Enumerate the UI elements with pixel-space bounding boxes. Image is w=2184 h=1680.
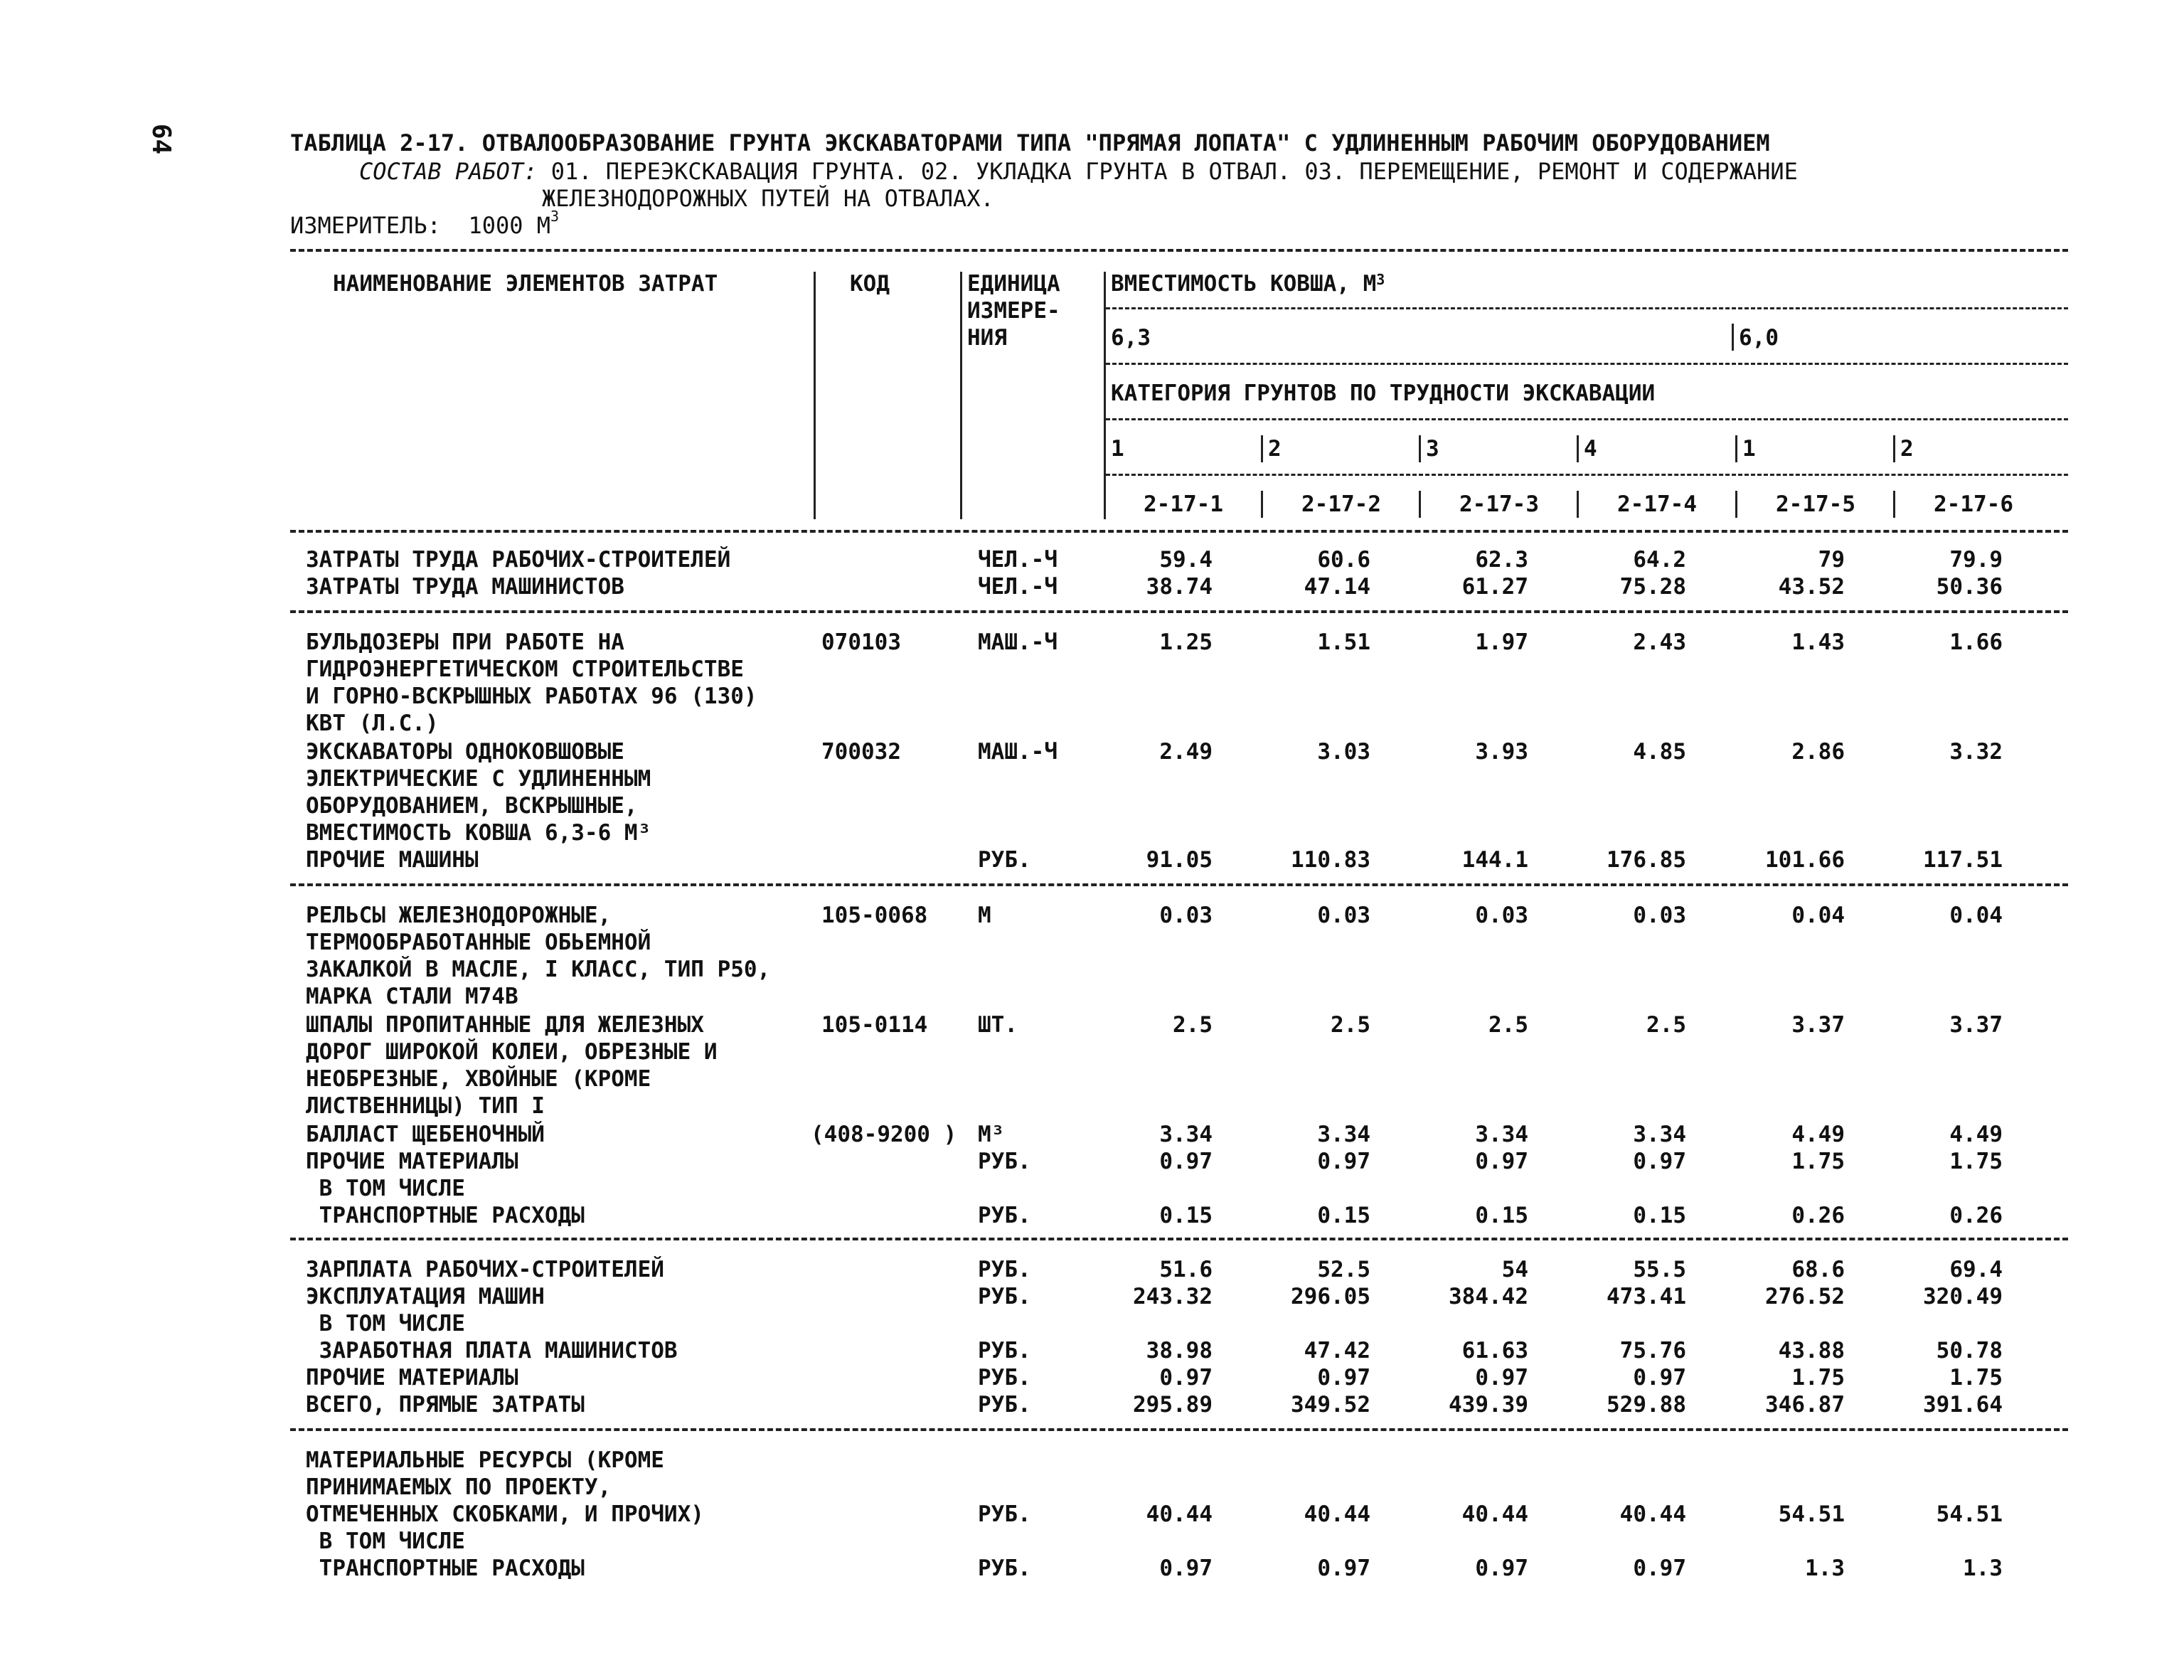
row-value: 320.49: [1923, 1284, 2003, 1309]
row-code: 105-0114: [821, 1012, 928, 1038]
row-value: 1.75: [1949, 1365, 2003, 1391]
category-4: 4: [1584, 436, 1597, 462]
header-rule-c: [1106, 418, 2068, 420]
col-bar-3: [1104, 272, 1106, 519]
row-value: 2.5: [1173, 1012, 1213, 1038]
row-label: ЭЛЕКТРИЧЕСКИЕ С УДЛИНЕННЫМ: [306, 766, 651, 792]
row-label: ТРАНСПОРТНЫЕ РАСХОДЫ: [306, 1556, 585, 1581]
row-label: МАТЕРИАЛЬНЫЕ РЕСУРСЫ (КРОМЕ: [306, 1447, 664, 1473]
cat-bar-2: [1261, 435, 1263, 462]
page-number: 64: [147, 123, 176, 155]
column-code-3: 2-17-3: [1459, 491, 1539, 517]
row-value: 55.5: [1633, 1257, 1686, 1282]
row-value: 62.3: [1475, 547, 1528, 573]
row-value: 3.34: [1475, 1122, 1528, 1147]
row-label: ЗАТРАТЫ ТРУДА РАБОЧИХ-СТРОИТЕЛЕЙ: [306, 547, 731, 573]
work-line-2: ЖЕЛЕЗНОДОРОЖНЫХ ПУТЕЙ НА ОТВАЛАХ.: [542, 185, 994, 212]
row-value: 1.43: [1791, 629, 1845, 655]
row-label: В ТОМ ЧИСЛЕ: [306, 1176, 465, 1201]
col-bar-1: [814, 272, 816, 519]
row-value: 0.15: [1159, 1203, 1213, 1228]
measure-unit: [290, 208, 560, 239]
row-value: 50.78: [1936, 1338, 2003, 1363]
row-value: 529.88: [1607, 1392, 1686, 1418]
section-rule-1: [290, 610, 2068, 613]
row-value: 1.3: [1805, 1556, 1845, 1581]
row-value: 47.42: [1304, 1338, 1370, 1363]
row-value: 43.88: [1778, 1338, 1845, 1363]
row-value: 79.9: [1949, 547, 2003, 573]
row-value: 0.97: [1633, 1556, 1686, 1581]
row-value: 0.26: [1791, 1203, 1845, 1228]
header-bottom-rule: [290, 530, 2068, 533]
row-value: 75.28: [1619, 574, 1686, 600]
row-value: 0.97: [1159, 1149, 1213, 1174]
row-unit: РУБ.: [978, 1338, 1031, 1363]
row-value: 349.52: [1291, 1392, 1370, 1418]
header-capacity: [1111, 270, 1385, 297]
row-value: 346.87: [1765, 1392, 1845, 1418]
row-value: 2.5: [1331, 1012, 1370, 1038]
row-value: 91.05: [1146, 847, 1213, 873]
header-code: КОД: [850, 271, 890, 297]
row-value: 0.26: [1949, 1203, 2003, 1228]
row-value: 4.49: [1791, 1122, 1845, 1147]
row-unit: ЧЕЛ.-Ч: [978, 574, 1058, 600]
cat-bar-4: [1577, 435, 1579, 462]
row-value: 68.6: [1791, 1257, 1845, 1282]
row-value: 75.76: [1619, 1338, 1686, 1363]
row-unit: РУБ.: [978, 1556, 1031, 1581]
row-value: 0.15: [1475, 1203, 1528, 1228]
row-label: ТРАНСПОРТНЫЕ РАСХОДЫ: [306, 1203, 585, 1228]
row-code: 070103: [821, 629, 901, 655]
row-value: 0.97: [1317, 1556, 1370, 1581]
row-value: 144.1: [1461, 847, 1528, 873]
row-value: 296.05: [1291, 1284, 1370, 1309]
row-value: 276.52: [1765, 1284, 1845, 1309]
row-value: 52.5: [1317, 1257, 1370, 1282]
measure-sup: 3: [550, 208, 560, 225]
row-label: ПРОЧИЕ МАШИНЫ: [306, 847, 479, 873]
row-unit: РУБ.: [978, 1203, 1031, 1228]
row-value: 0.04: [1791, 903, 1845, 928]
row-unit: РУБ.: [978, 847, 1031, 873]
row-code: 105-0068: [821, 903, 928, 928]
row-label: ПРОЧИЕ МАТЕРИАЛЫ: [306, 1365, 518, 1391]
row-label: БУЛЬДОЗЕРЫ ПРИ РАБОТЕ НА: [306, 629, 624, 655]
work-composition: [359, 158, 1798, 185]
section-rule-3: [290, 1238, 2068, 1240]
row-label: ЭКСПЛУАТАЦИЯ МАШИН: [306, 1284, 545, 1309]
row-value: 1.75: [1791, 1149, 1845, 1174]
row-value: 61.63: [1461, 1338, 1528, 1363]
row-value: 0.15: [1633, 1203, 1686, 1228]
column-code-6: 2-17-6: [1934, 491, 2013, 517]
row-value: 0.97: [1475, 1149, 1528, 1174]
row-label: ЗАРАБОТНАЯ ПЛАТА МАШИНИСТОВ: [306, 1338, 678, 1363]
row-label: ВМЕСТИМОСТЬ КОВША 6,3-6 М³: [306, 820, 651, 846]
code-bar-2: [1261, 491, 1263, 518]
code-bar-6: [1893, 491, 1895, 518]
row-value: 295.89: [1133, 1392, 1213, 1418]
row-code: (408-9200 ): [811, 1122, 957, 1147]
row-label: БАЛЛАСТ ЩЕБЕНОЧНЫЙ: [306, 1122, 545, 1147]
row-value: 176.85: [1607, 847, 1686, 873]
capacity-label: ВМЕСТИМОСТЬ КОВША, М: [1111, 271, 1377, 297]
row-value: 0.97: [1475, 1365, 1528, 1391]
row-value: 0.03: [1475, 903, 1528, 928]
row-label: РЕЛЬСЫ ЖЕЛЕЗНОДОРОЖНЫЕ,: [306, 903, 612, 928]
header-unit-3: НИЯ: [967, 325, 1007, 351]
row-value: 50.36: [1936, 574, 2003, 600]
row-value: 2.86: [1791, 739, 1845, 765]
page-title: ТАБЛИЦА 2-17. ОТВАЛООБРАЗОВАНИЕ ГРУНТА ЭКСКАВАТОРАМИ ТИПА "ПРЯМАЯ ЛОПАТА" С УДЛИНЕННЫМ РАБОЧИМ ОБОРУДОВАНИЕМ: [290, 129, 1770, 156]
row-value: 38.74: [1146, 574, 1213, 600]
row-value: 0.04: [1949, 903, 2003, 928]
row-label: ЗАРПЛАТА РАБОЧИХ-СТРОИТЕЛЕЙ: [306, 1257, 664, 1282]
section-rule-2: [290, 883, 2068, 886]
capacity-6-3: 6,3: [1111, 325, 1151, 351]
row-value: 243.32: [1133, 1284, 1213, 1309]
row-value: 384.42: [1449, 1284, 1528, 1309]
row-label: ЛИСТВЕННИЦЫ) ТИП I: [306, 1093, 545, 1119]
category-5: 1: [1742, 436, 1756, 462]
row-label: И ГОРНО-ВСКРЫШНЫХ РАБОТАХ 96 (130): [306, 684, 757, 709]
row-label: НЕОБРЕЗНЫЕ, ХВОЙНЫЕ (КРОМЕ: [306, 1066, 651, 1092]
row-label: ДОРОГ ШИРОКОЙ КОЛЕИ, ОБРЕЗНЫЕ И: [306, 1039, 718, 1065]
row-unit: РУБ.: [978, 1149, 1031, 1174]
row-code: 700032: [821, 739, 901, 765]
row-value: 69.4: [1949, 1257, 2003, 1282]
row-label: ТЕРМООБРАБОТАННЫЕ ОБЬЕМНОЙ: [306, 930, 651, 955]
capacity-6-0: 6,0: [1739, 325, 1779, 351]
header-unit-2: ИЗМЕРЕ-: [967, 298, 1060, 324]
work-line-1: 01. ПЕРЕЭКСКАВАЦИЯ ГРУНТА. 02. УКЛАДКА ГРУНТА В ОТВАЛ. 03. ПЕРЕМЕЩЕНИЕ, РЕМОНТ И СОДЕРЖАНИЕ: [537, 158, 1798, 185]
row-value: 0.15: [1317, 1203, 1370, 1228]
row-value: 1.66: [1949, 629, 2003, 655]
row-value: 101.66: [1765, 847, 1845, 873]
row-value: 110.83: [1291, 847, 1370, 873]
row-label: МАРКА СТАЛИ М74В: [306, 984, 518, 1009]
row-unit: РУБ.: [978, 1392, 1031, 1418]
row-value: 1.97: [1475, 629, 1528, 655]
row-value: 0.03: [1317, 903, 1370, 928]
cat-bar-3: [1419, 435, 1421, 462]
row-value: 54.51: [1936, 1501, 2003, 1527]
row-value: 64.2: [1633, 547, 1686, 573]
row-value: 0.97: [1633, 1365, 1686, 1391]
row-value: 0.97: [1475, 1556, 1528, 1581]
code-bar-3: [1419, 491, 1421, 518]
row-value: 439.39: [1449, 1392, 1528, 1418]
header-unit-1: ЕДИНИЦА: [967, 271, 1060, 297]
column-code-5: 2-17-5: [1776, 491, 1855, 517]
category-1: 1: [1111, 436, 1124, 462]
row-value: 0.97: [1159, 1365, 1213, 1391]
row-value: 1.3: [1963, 1556, 2003, 1581]
row-unit: М: [978, 903, 991, 928]
row-value: 4.85: [1633, 739, 1686, 765]
row-value: 1.75: [1791, 1365, 1845, 1391]
row-value: 3.37: [1949, 1012, 2003, 1038]
row-unit: М³: [978, 1122, 1005, 1147]
row-unit: РУБ.: [978, 1365, 1031, 1391]
row-label: КВТ (Л.С.): [306, 711, 439, 736]
row-value: 1.25: [1159, 629, 1213, 655]
row-label: ОТМЕЧЕННЫХ СКОБКАМИ, И ПРОЧИХ): [306, 1501, 704, 1527]
row-value: 61.27: [1461, 574, 1528, 600]
row-unit: РУБ.: [978, 1284, 1031, 1309]
row-value: 59.4: [1159, 547, 1213, 573]
row-label: ШПАЛЫ ПРОПИТАННЫЕ ДЛЯ ЖЕЛЕЗНЫХ: [306, 1012, 704, 1038]
category-3: 3: [1426, 436, 1439, 462]
row-value: 0.97: [1317, 1149, 1370, 1174]
column-code-4: 2-17-4: [1617, 491, 1697, 517]
row-value: 3.03: [1317, 739, 1370, 765]
row-label: ЭКСКАВАТОРЫ ОДНОКОВШОВЫЕ: [306, 739, 624, 765]
row-unit: ШТ.: [978, 1012, 1018, 1038]
row-value: 60.6: [1317, 547, 1370, 573]
row-unit: РУБ.: [978, 1501, 1031, 1527]
row-label: ГИДРОЭНЕРГЕТИЧЕСКОМ СТРОИТЕЛЬСТВЕ: [306, 656, 744, 682]
header-rule-b: [1106, 363, 2068, 365]
row-value: 79: [1818, 547, 1845, 573]
row-value: 40.44: [1304, 1501, 1370, 1527]
row-value: 2.49: [1159, 739, 1213, 765]
cap-bar: [1732, 324, 1734, 351]
col-bar-2: [960, 272, 962, 519]
row-label: ПРОЧИЕ МАТЕРИАЛЫ: [306, 1149, 518, 1174]
row-value: 0.97: [1633, 1149, 1686, 1174]
row-label: ВСЕГО, ПРЯМЫЕ ЗАТРАТЫ: [306, 1392, 585, 1418]
header-rule-a: [1106, 307, 2068, 309]
cat-bar-6: [1893, 435, 1895, 462]
row-value: 1.75: [1949, 1149, 2003, 1174]
code-bar-4: [1577, 491, 1579, 518]
row-value: 54.51: [1778, 1501, 1845, 1527]
row-value: 38.98: [1146, 1338, 1213, 1363]
row-unit: РУБ.: [978, 1257, 1031, 1282]
row-value: 40.44: [1461, 1501, 1528, 1527]
code-bar-5: [1735, 491, 1737, 518]
capacity-sup: 3: [1376, 271, 1385, 288]
row-value: 47.14: [1304, 574, 1370, 600]
row-value: 0.97: [1317, 1365, 1370, 1391]
row-value: 3.34: [1633, 1122, 1686, 1147]
work-label: СОСТАВ РАБОТ:: [359, 158, 538, 185]
row-value: 3.93: [1475, 739, 1528, 765]
row-value: 2.5: [1646, 1012, 1686, 1038]
row-value: 117.51: [1923, 847, 2003, 873]
row-value: 40.44: [1146, 1501, 1213, 1527]
row-value: 0.03: [1633, 903, 1686, 928]
row-value: 3.34: [1317, 1122, 1370, 1147]
row-label: ЗАКАЛКОЙ В МАСЛЕ, I КЛАСС, ТИП Р50,: [306, 957, 771, 982]
row-label: ПРИНИМАЕМЫХ ПО ПРОЕКТУ,: [306, 1474, 612, 1500]
row-value: 391.64: [1923, 1392, 2003, 1418]
row-value: 40.44: [1619, 1501, 1686, 1527]
row-value: 473.41: [1607, 1284, 1686, 1309]
row-value: 43.52: [1778, 574, 1845, 600]
row-label: ЗАТРАТЫ ТРУДА МАШИНИСТОВ: [306, 574, 624, 600]
row-value: 4.49: [1949, 1122, 2003, 1147]
measure-label: ИЗМЕРИТЕЛЬ: 1000 М: [290, 212, 551, 239]
row-value: 0.03: [1159, 903, 1213, 928]
row-unit: МАШ.-Ч: [978, 739, 1058, 765]
row-unit: ЧЕЛ.-Ч: [978, 547, 1058, 573]
row-label: В ТОМ ЧИСЛЕ: [306, 1529, 465, 1554]
table-top-rule: [290, 249, 2068, 252]
section-rule-4: [290, 1428, 2068, 1431]
row-value: 1.51: [1317, 629, 1370, 655]
row-value: 2.5: [1488, 1012, 1528, 1038]
column-code-2: 2-17-2: [1301, 491, 1381, 517]
row-unit: МАШ.-Ч: [978, 629, 1058, 655]
row-label: В ТОМ ЧИСЛЕ: [306, 1311, 465, 1336]
row-value: 0.97: [1159, 1556, 1213, 1581]
cat-bar-5: [1735, 435, 1737, 462]
row-label: ОБОРУДОВАНИЕМ, ВСКРЫШНЫЕ,: [306, 793, 638, 819]
column-code-1: 2-17-1: [1144, 491, 1223, 517]
row-value: 3.32: [1949, 739, 2003, 765]
row-value: 54: [1501, 1257, 1528, 1282]
row-value: 3.37: [1791, 1012, 1845, 1038]
header-category: КАТЕГОРИЯ ГРУНТОВ ПО ТРУДНОСТИ ЭКСКАВАЦИИ: [1111, 381, 1656, 406]
row-value: 2.43: [1633, 629, 1686, 655]
row-value: 3.34: [1159, 1122, 1213, 1147]
header-name: НАИМЕНОВАНИЕ ЭЛЕМЕНТОВ ЗАТРАТ: [333, 271, 718, 297]
row-value: 51.6: [1159, 1257, 1213, 1282]
header-rule-d: [1106, 474, 2068, 476]
category-6: 2: [1900, 436, 1914, 462]
category-2: 2: [1268, 436, 1282, 462]
